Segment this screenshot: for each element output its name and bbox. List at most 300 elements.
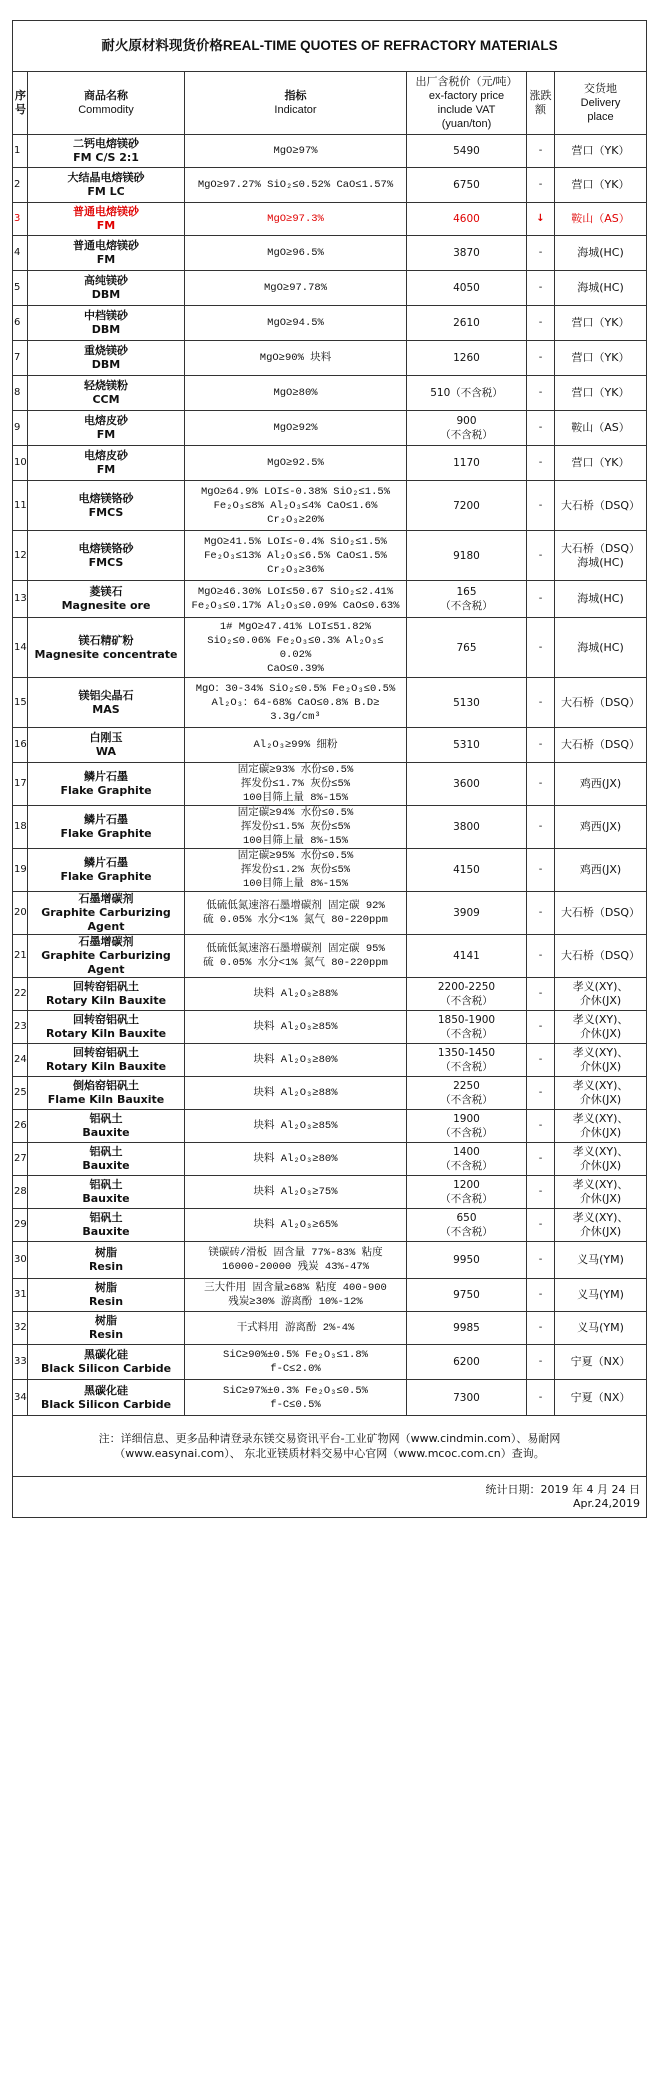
row-number: 13 bbox=[13, 581, 28, 618]
row-number: 16 bbox=[13, 728, 28, 763]
indicator-line: MgO≥92% bbox=[273, 422, 318, 434]
indicator-line: Fe₂O₃≤8% Al₂O₃≤4% CaO≤1.6% bbox=[213, 499, 378, 512]
delivery-line: 介休(JX) bbox=[579, 1225, 622, 1238]
indicator-line: 100目筛上量 8%-15% bbox=[242, 792, 348, 804]
delivery-cell bbox=[555, 1345, 647, 1380]
table-row bbox=[13, 1176, 647, 1209]
delivery-line: 鸡西(JX) bbox=[579, 863, 622, 876]
table-row bbox=[13, 618, 647, 678]
indicator-cell bbox=[185, 728, 407, 763]
delivery-line: 介休(JX) bbox=[579, 1126, 622, 1139]
delivery-line: 鞍山（AS） bbox=[571, 421, 630, 434]
indicator-cell bbox=[185, 411, 407, 446]
indicator-cell bbox=[185, 581, 407, 618]
row-number: 22 bbox=[13, 978, 28, 1011]
indicator-line: Cr₂O₃≥36% bbox=[267, 563, 324, 576]
commodity-cell bbox=[28, 271, 185, 306]
trend-cell: - bbox=[527, 481, 555, 531]
price-line: 900 bbox=[456, 415, 477, 427]
delivery-line: 介休(JX) bbox=[579, 994, 622, 1007]
commodity-cn: 黑碳化硅 bbox=[84, 1383, 128, 1397]
table-row bbox=[13, 728, 647, 763]
delivery-cell bbox=[555, 135, 647, 168]
table-body bbox=[13, 135, 647, 1416]
commodity-cn: 树脂 bbox=[95, 1281, 117, 1294]
indicator-line: 16000-20000 残炭 43%-47% bbox=[221, 1261, 370, 1273]
indicator-line: f-C≤0.5% bbox=[270, 1398, 321, 1411]
indicator-line: 固定碳≥95% 水份≤0.5% bbox=[237, 850, 354, 862]
indicator-line: CaO≤0.39% bbox=[267, 662, 324, 675]
price-cell bbox=[407, 618, 527, 678]
down-arrow-icon: ↓ bbox=[527, 203, 555, 236]
price-cell bbox=[407, 531, 527, 581]
indicator-line: 挥发份≤1.7% 灰份≤5% bbox=[240, 778, 351, 790]
table-row bbox=[13, 411, 647, 446]
price-cell bbox=[407, 849, 527, 892]
commodity-en: FMCS bbox=[88, 555, 124, 569]
trend-cell: - bbox=[527, 376, 555, 411]
price-cell bbox=[407, 1279, 527, 1312]
header-price-en2: include VAT bbox=[437, 104, 496, 116]
delivery-line: 孝义(XY)、 bbox=[572, 1013, 629, 1026]
indicator-line: 块料 Al₂O₃≥75% bbox=[253, 1186, 338, 1198]
price-line: （不含税） bbox=[440, 1226, 493, 1238]
price-line: 5490 bbox=[453, 145, 480, 157]
commodity-cn: 黑碳化硅 bbox=[84, 1348, 128, 1361]
delivery-line: 宁夏（NX） bbox=[570, 1390, 631, 1404]
price-cell bbox=[407, 1209, 527, 1242]
header-delivery bbox=[555, 72, 647, 135]
commodity-en: FM C/S 2:1 bbox=[73, 151, 139, 164]
header-price-en3: (yuan/ton) bbox=[441, 118, 492, 130]
header-price-cn: 出厂含税价（元/吨） bbox=[415, 76, 518, 88]
commodity-cell bbox=[28, 849, 185, 892]
indicator-line: 100目筛上量 8%-15% bbox=[242, 878, 348, 890]
row-number: 30 bbox=[13, 1242, 28, 1279]
indicator-line: 挥发份≤1.5% 灰份≤5% bbox=[240, 821, 351, 833]
indicator-cell bbox=[185, 763, 407, 806]
indicator-line: f-C≤2.0% bbox=[270, 1363, 321, 1375]
indicator-line: Cr₂O₃≥20% bbox=[267, 513, 324, 526]
price-line: （不含税） bbox=[440, 1028, 493, 1040]
commodity-cell bbox=[28, 168, 185, 203]
price-cell bbox=[407, 411, 527, 446]
indicator-cell bbox=[185, 481, 407, 531]
delivery-line: 营口（YK） bbox=[571, 178, 630, 191]
delivery-cell bbox=[555, 271, 647, 306]
row-number: 8 bbox=[13, 376, 28, 411]
commodity-cn: 菱镁石 bbox=[89, 585, 123, 598]
indicator-cell bbox=[185, 678, 407, 728]
delivery-cell bbox=[555, 1242, 647, 1279]
commodity-en: Resin bbox=[88, 1328, 124, 1341]
commodity-cell bbox=[28, 1011, 185, 1044]
price-cell bbox=[407, 763, 527, 806]
commodity-en: Flake Graphite bbox=[60, 784, 152, 797]
indicator-line: 1# MgO≥47.41% LOI≤51.82% bbox=[219, 620, 372, 633]
row-number: 10 bbox=[13, 446, 28, 481]
row-number: 25 bbox=[13, 1077, 28, 1110]
table-row bbox=[13, 806, 647, 849]
table-row bbox=[13, 1279, 647, 1312]
header-trend bbox=[527, 72, 555, 135]
row-number: 1 bbox=[13, 135, 28, 168]
commodity-cell bbox=[28, 531, 185, 581]
commodity-en: DBM bbox=[91, 288, 121, 301]
row-number: 4 bbox=[13, 236, 28, 271]
delivery-line: 孝义(XY)、 bbox=[572, 980, 629, 993]
delivery-line: 海城(HC) bbox=[577, 555, 624, 569]
delivery-line: 海城(HC) bbox=[577, 281, 624, 294]
price-line: 9950 bbox=[453, 1254, 480, 1266]
row-number: 5 bbox=[13, 271, 28, 306]
commodity-en: FM bbox=[96, 428, 116, 441]
price-cell bbox=[407, 236, 527, 271]
indicator-cell bbox=[185, 531, 407, 581]
delivery-line: 介休(JX) bbox=[579, 1060, 622, 1073]
commodity-cell bbox=[28, 1380, 185, 1416]
commodity-en: WA bbox=[95, 745, 117, 758]
price-cell bbox=[407, 806, 527, 849]
commodity-en: Flake Graphite bbox=[60, 870, 152, 883]
indicator-cell bbox=[185, 135, 407, 168]
delivery-line: 孝义(XY)、 bbox=[572, 1079, 629, 1092]
commodity-cn: 电熔皮砂 bbox=[84, 414, 128, 427]
price-cell bbox=[407, 376, 527, 411]
indicator-cell bbox=[185, 168, 407, 203]
delivery-line: 孝义(XY)、 bbox=[572, 1211, 629, 1224]
commodity-en: Bauxite bbox=[82, 1225, 130, 1238]
commodity-cn: 树脂 bbox=[95, 1314, 117, 1327]
table-row bbox=[13, 531, 647, 581]
commodity-en: DBM bbox=[91, 323, 121, 336]
commodity-en: FM LC bbox=[87, 185, 125, 198]
delivery-cell bbox=[555, 581, 647, 618]
footnote-line-1: 注：详细信息、更多品种请登录东镁交易资讯平台-工业矿物网（www.cindmin.com）、易耐网 bbox=[98, 1432, 561, 1445]
indicator-line: 三大件用 固含量≥68% 粘度 400-900 bbox=[204, 1282, 387, 1294]
delivery-cell bbox=[555, 806, 647, 849]
price-cell bbox=[407, 728, 527, 763]
commodity-cell bbox=[28, 678, 185, 728]
trend-cell: - bbox=[527, 1143, 555, 1176]
header-delivery-en1: Delivery bbox=[580, 97, 621, 109]
delivery-line: 介休(JX) bbox=[579, 1159, 622, 1172]
price-line: 4150 bbox=[453, 864, 480, 876]
commodity-cell bbox=[28, 1242, 185, 1279]
row-number: 32 bbox=[13, 1312, 28, 1345]
price-cell bbox=[407, 978, 527, 1011]
commodity-cell bbox=[28, 1345, 185, 1380]
commodity-cell bbox=[28, 1279, 185, 1312]
trend-cell: - bbox=[527, 446, 555, 481]
row-number: 23 bbox=[13, 1011, 28, 1044]
indicator-line: Al₂O₃≥99% 细粉 bbox=[253, 739, 338, 751]
trend-cell: - bbox=[527, 236, 555, 271]
header-trend-2: 额 bbox=[535, 104, 546, 116]
commodity-cell bbox=[28, 236, 185, 271]
indicator-line: MgO≥64.9% LOI≤-0.38% SiO₂≤1.5% bbox=[200, 485, 391, 498]
price-line: 1350-1450 bbox=[437, 1047, 496, 1059]
commodity-en: Rotary Kiln Bauxite bbox=[45, 1027, 167, 1040]
delivery-cell bbox=[555, 1143, 647, 1176]
table-row bbox=[13, 1044, 647, 1077]
commodity-cn: 普通电熔镁砂 bbox=[73, 239, 139, 252]
row-number: 3 bbox=[13, 203, 28, 236]
table-row bbox=[13, 236, 647, 271]
delivery-cell bbox=[555, 306, 647, 341]
delivery-cell bbox=[555, 978, 647, 1011]
price-line: 4141 bbox=[453, 950, 480, 962]
delivery-line: 介休(JX) bbox=[579, 1093, 622, 1106]
indicator-line: 镁碳砖/滑板 固含量 77%-83% 粘度 bbox=[208, 1247, 383, 1259]
table-row bbox=[13, 446, 647, 481]
trend-cell: - bbox=[527, 728, 555, 763]
delivery-cell bbox=[555, 1011, 647, 1044]
delivery-line: 介休(JX) bbox=[579, 1027, 622, 1040]
price-line: 9180 bbox=[453, 549, 480, 562]
delivery-line: 孝义(XY)、 bbox=[572, 1145, 629, 1158]
indicator-line: MgO≥97.27% SiO₂≤0.52% CaO≤1.57% bbox=[197, 179, 394, 191]
trend-cell: - bbox=[527, 581, 555, 618]
price-line: （不含税） bbox=[440, 1160, 493, 1172]
commodity-cn: 二钙电熔镁砂 bbox=[73, 137, 139, 150]
commodity-cn: 普通电熔镁砂 bbox=[73, 205, 139, 218]
price-cell bbox=[407, 1345, 527, 1380]
commodity-cell bbox=[28, 618, 185, 678]
price-line: 1900 bbox=[453, 1113, 480, 1125]
trend-cell: - bbox=[527, 1011, 555, 1044]
price-line: 165 bbox=[456, 586, 477, 598]
price-line: （不含税） bbox=[440, 1193, 493, 1205]
table-row bbox=[13, 678, 647, 728]
row-number: 7 bbox=[13, 341, 28, 376]
row-number: 17 bbox=[13, 763, 28, 806]
indicator-line: 硫 0.05% 水分<1% 氮气 80-220ppm bbox=[203, 914, 388, 926]
delivery-cell bbox=[555, 935, 647, 978]
delivery-line: 营口（YK） bbox=[571, 144, 630, 157]
indicator-cell bbox=[185, 1209, 407, 1242]
commodity-cn: 回转窑铝矾土 bbox=[73, 980, 139, 993]
price-cell bbox=[407, 306, 527, 341]
table-row bbox=[13, 1242, 647, 1279]
delivery-line: 宁夏（NX） bbox=[570, 1355, 631, 1368]
header-commodity-en: Commodity bbox=[78, 104, 134, 116]
table-row bbox=[13, 168, 647, 203]
price-cell bbox=[407, 446, 527, 481]
indicator-line: SiC≥97%±0.3% Fe₂O₃≤0.5% bbox=[223, 1384, 368, 1397]
price-line: 4600 bbox=[453, 213, 480, 225]
table-row bbox=[13, 763, 647, 806]
delivery-cell bbox=[555, 341, 647, 376]
delivery-line: 义马(YM) bbox=[577, 1288, 624, 1301]
price-line: 5130 bbox=[453, 696, 480, 709]
delivery-cell bbox=[555, 728, 647, 763]
trend-cell: - bbox=[527, 411, 555, 446]
price-line: 510（不含税） bbox=[430, 387, 503, 399]
trend-cell: - bbox=[527, 271, 555, 306]
commodity-cn: 倒焰窑铝矾土 bbox=[73, 1079, 139, 1092]
commodity-cell bbox=[28, 481, 185, 531]
indicator-line: 低硫低氮速溶石墨增碳剂 固定碳 95% bbox=[206, 943, 385, 955]
indicator-line: MgO≥97% bbox=[273, 145, 318, 157]
delivery-cell bbox=[555, 446, 647, 481]
price-cell bbox=[407, 935, 527, 978]
price-cell bbox=[407, 581, 527, 618]
indicator-cell bbox=[185, 1077, 407, 1110]
indicator-cell bbox=[185, 446, 407, 481]
table-row bbox=[13, 892, 647, 935]
delivery-line: 营口（YK） bbox=[571, 316, 630, 329]
trend-cell: - bbox=[527, 168, 555, 203]
price-cell bbox=[407, 1011, 527, 1044]
table-row bbox=[13, 1380, 647, 1416]
trend-cell: - bbox=[527, 1077, 555, 1110]
indicator-line: MgO：30-34% SiO₂≤0.5% Fe₂O₃≤0.5% bbox=[195, 682, 396, 695]
price-cell bbox=[407, 1380, 527, 1416]
row-number: 11 bbox=[13, 481, 28, 531]
header-indicator-en: Indicator bbox=[274, 104, 317, 116]
price-line: 7200 bbox=[453, 499, 480, 512]
commodity-cn: 电熔镁铬砂 bbox=[78, 541, 134, 555]
trend-cell: - bbox=[527, 892, 555, 935]
header-delivery-cn: 交货地 bbox=[584, 83, 617, 95]
commodity-en: Black Silicon Carbide bbox=[40, 1397, 172, 1411]
delivery-cell bbox=[555, 1110, 647, 1143]
commodity-cell bbox=[28, 411, 185, 446]
row-number: 24 bbox=[13, 1044, 28, 1077]
price-line: 5310 bbox=[453, 739, 480, 751]
row-number: 9 bbox=[13, 411, 28, 446]
price-line: 3870 bbox=[453, 247, 480, 259]
header-price-en1: ex-factory price bbox=[428, 90, 505, 102]
indicator-cell bbox=[185, 849, 407, 892]
price-line: 9750 bbox=[453, 1289, 480, 1301]
indicator-cell bbox=[185, 935, 407, 978]
delivery-line: 海城(HC) bbox=[577, 592, 624, 605]
delivery-line: 义马(YM) bbox=[577, 1253, 624, 1266]
commodity-cell bbox=[28, 1044, 185, 1077]
commodity-en: MAS bbox=[92, 702, 120, 716]
commodity-en: Bauxite bbox=[82, 1159, 130, 1172]
delivery-line: 大石桥（DSQ） bbox=[560, 498, 641, 512]
row-number: 29 bbox=[13, 1209, 28, 1242]
commodity-cn: 白刚玉 bbox=[89, 731, 123, 744]
price-line: 3800 bbox=[453, 821, 480, 833]
delivery-cell bbox=[555, 678, 647, 728]
indicator-line: MgO≥46.30% LOI≤50.67 SiO₂≤2.41% bbox=[197, 586, 394, 598]
price-line: 1170 bbox=[453, 457, 480, 469]
price-line: 1400 bbox=[453, 1146, 480, 1158]
delivery-line: 营口（YK） bbox=[571, 456, 630, 469]
commodity-en: FM bbox=[96, 219, 116, 232]
delivery-cell bbox=[555, 411, 647, 446]
indicator-cell bbox=[185, 1011, 407, 1044]
table-row bbox=[13, 1345, 647, 1380]
commodity-en: Resin bbox=[88, 1295, 124, 1308]
delivery-cell bbox=[555, 849, 647, 892]
indicator-line: MgO≥96.5% bbox=[267, 247, 324, 259]
indicator-line: 100目筛上量 8%-15% bbox=[242, 835, 348, 847]
indicator-line: MgO≥92.5% bbox=[267, 457, 324, 469]
indicator-line: 块料 Al₂O₃≥85% bbox=[253, 1120, 338, 1132]
header-price bbox=[407, 72, 527, 135]
indicator-line: 固定碳≥94% 水份≤0.5% bbox=[237, 807, 354, 819]
commodity-cell bbox=[28, 728, 185, 763]
trend-cell: - bbox=[527, 1279, 555, 1312]
indicator-line: 块料 Al₂O₃≥85% bbox=[253, 1021, 338, 1033]
stat-date-cn: 统计日期：2019 年 4 月 24 日 bbox=[485, 1483, 641, 1496]
price-line: 7300 bbox=[453, 1391, 480, 1404]
indicator-line: 块料 Al₂O₃≥88% bbox=[253, 988, 338, 1000]
commodity-cell bbox=[28, 1110, 185, 1143]
trend-cell: - bbox=[527, 935, 555, 978]
header-indicator-cn: 指标 bbox=[284, 90, 307, 102]
price-cell bbox=[407, 168, 527, 203]
row-number: 31 bbox=[13, 1279, 28, 1312]
commodity-en: FM bbox=[96, 253, 116, 266]
delivery-line: 大石桥（DSQ） bbox=[560, 906, 641, 919]
row-number: 20 bbox=[13, 892, 28, 935]
indicator-line: MgO≥97.78% bbox=[263, 282, 327, 294]
trend-cell: - bbox=[527, 1176, 555, 1209]
commodity-cn: 铝矾土 bbox=[89, 1178, 123, 1191]
price-line: 765 bbox=[456, 641, 477, 654]
commodity-cell bbox=[28, 806, 185, 849]
delivery-line: 海城(HC) bbox=[577, 246, 624, 259]
price-cell bbox=[407, 892, 527, 935]
indicator-cell bbox=[185, 1380, 407, 1416]
table-row bbox=[13, 581, 647, 618]
indicator-cell bbox=[185, 1143, 407, 1176]
commodity-cell bbox=[28, 376, 185, 411]
row-number: 14 bbox=[13, 618, 28, 678]
commodity-cell bbox=[28, 1176, 185, 1209]
indicator-line: SiO₂≤0.06% Fe₂O₃≤0.3% Al₂O₃≤ bbox=[207, 634, 384, 647]
price-cell bbox=[407, 678, 527, 728]
price-line: （不含税） bbox=[440, 1094, 493, 1106]
commodity-en: Graphite Carburizing Agent bbox=[41, 906, 171, 933]
header-commodity-cn: 商品名称 bbox=[84, 90, 128, 102]
table-row bbox=[13, 1110, 647, 1143]
indicator-line: 干式料用 游离酚 2%-4% bbox=[236, 1322, 355, 1334]
commodity-cell bbox=[28, 203, 185, 236]
indicator-line: Fe₂O₃≤0.17% Al₂O₃≤0.09% CaO≤0.63% bbox=[191, 600, 400, 612]
commodity-cn: 石墨增碳剂 bbox=[78, 935, 134, 948]
header-row bbox=[13, 72, 647, 135]
price-line: （不含税） bbox=[440, 1127, 493, 1139]
row-number: 2 bbox=[13, 168, 28, 203]
table-row bbox=[13, 1143, 647, 1176]
delivery-line: 海城(HC) bbox=[577, 640, 624, 654]
commodity-cn: 电熔镁铬砂 bbox=[78, 491, 134, 505]
trend-cell: - bbox=[527, 978, 555, 1011]
commodity-cn: 回转窑铝矾土 bbox=[73, 1013, 139, 1026]
header-delivery-en2: place bbox=[587, 111, 614, 123]
commodity-cn: 大结晶电熔镁砂 bbox=[67, 171, 145, 184]
indicator-line: 低硫低氮速溶石墨增碳剂 固定碳 92% bbox=[206, 900, 385, 912]
delivery-line: 孝义(XY)、 bbox=[572, 1178, 629, 1191]
indicator-line: 块料 Al₂O₃≥80% bbox=[253, 1054, 338, 1066]
indicator-line: 残炭≥30% 游离酚 10%-12% bbox=[228, 1296, 363, 1308]
price-table bbox=[12, 20, 647, 1518]
indicator-line: MgO≥97.3% bbox=[267, 213, 324, 225]
delivery-cell bbox=[555, 1312, 647, 1345]
price-cell bbox=[407, 1077, 527, 1110]
price-line: 1260 bbox=[453, 352, 480, 364]
price-line: 4050 bbox=[453, 282, 480, 294]
indicator-cell bbox=[185, 203, 407, 236]
commodity-cell bbox=[28, 1143, 185, 1176]
